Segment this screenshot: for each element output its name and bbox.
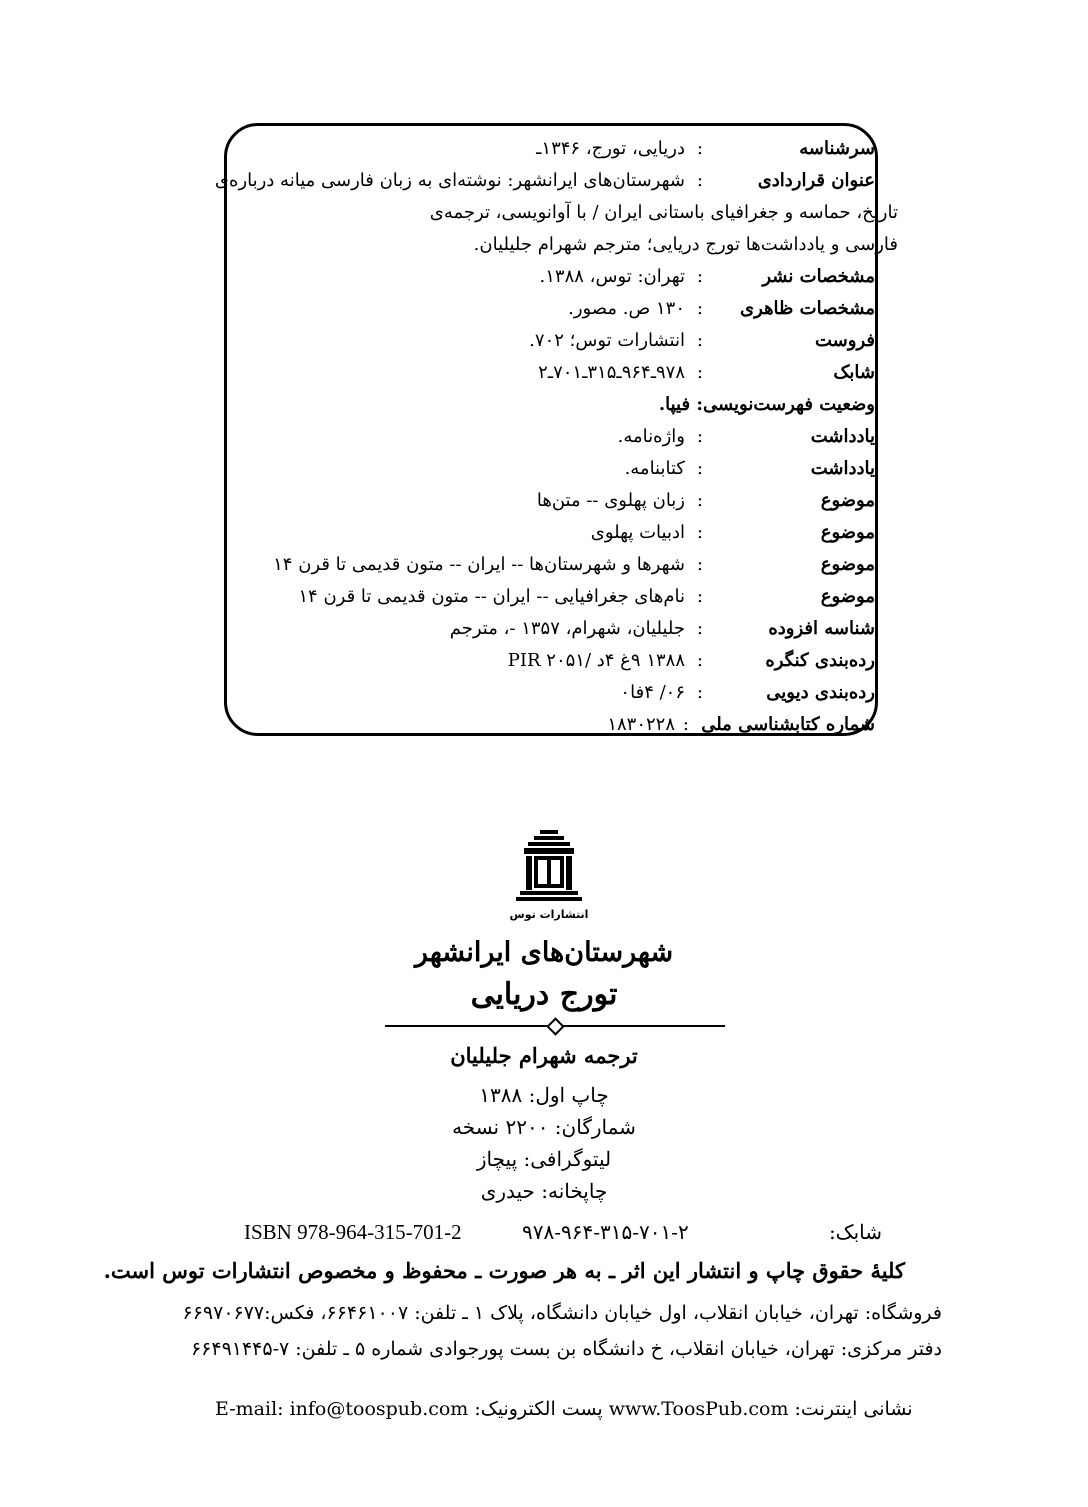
book-title: شهرستان‌های ایرانشهر <box>414 937 674 968</box>
cip-value: ۱۳۸۸ ۹غ ۴د /۲۰۵۱ PIR <box>507 650 685 671</box>
cip-value: شهرستان‌های ایرانشهر: نوشته‌ای به زبان فارسی میانه درباره‌ی <box>214 170 685 191</box>
translator: ترجمه شهرام جلیلیان <box>450 1043 638 1068</box>
cip-label: مشخصات نشر <box>762 266 875 287</box>
cip-row <box>235 581 875 613</box>
cip-value: ۰۶/ ۴فا۰ <box>620 682 685 703</box>
website-email: نشانی اینترنت: www.ToosPub.com پست الکترونیک: E-mail: info@toospub.com <box>215 1398 913 1420</box>
cip-value: واژه‌نامه. <box>617 426 685 447</box>
cip-separator: : <box>696 522 703 543</box>
cip-row <box>235 133 875 165</box>
cip-value: انتشارات توس؛ ۷۰۲. <box>529 330 685 351</box>
cip-row <box>235 677 875 709</box>
cip-label: رده‌بندی کنگره <box>765 650 875 671</box>
cip-label: شابک <box>833 362 875 383</box>
cip-row <box>214 165 875 197</box>
cip-value: دریایی، تورج، ۱۳۴۶ـ <box>536 138 685 159</box>
lithography: لیتوگرافی: پیچاز <box>476 1147 612 1171</box>
cip-value: ۱۳۰ ص. مصور. <box>568 298 685 319</box>
cip-row <box>235 549 875 581</box>
cip-label: عنوان قراردادی <box>757 170 875 191</box>
cip-label: یادداشت <box>810 458 875 479</box>
cip-row <box>235 645 875 677</box>
cip-value: ۹۷۸ـ۹۶۴ـ۳۱۵ـ۷۰۱ـ۲ <box>538 362 685 383</box>
cip-label: رده‌بندی دیویی <box>766 682 875 703</box>
printing-house: چاپخانه: حیدری <box>480 1179 608 1203</box>
cip-separator: : <box>696 266 703 287</box>
cip-label: شناسه افزوده <box>768 618 875 639</box>
cip-label: مشخصات ظاهری <box>740 298 875 319</box>
cip-label: شماره کتابشناسی ملی <box>701 714 875 735</box>
cip-separator: : <box>696 650 703 671</box>
cip-label: موضوع <box>820 490 875 511</box>
cip-row <box>235 517 875 549</box>
title-continuation-2: فارسی و یادداشت‌ها تورج دریایی؛ مترجم شهرام جلیلیان. <box>473 234 898 255</box>
cip-label: موضوع <box>820 586 875 607</box>
cip-separator: : <box>696 490 703 511</box>
cip-row <box>235 421 875 453</box>
edition: چاپ اول: ۱۳۸۸ <box>479 1083 609 1107</box>
isbn-en: ISBN 978-964-315-701-2 <box>244 1220 462 1244</box>
cip-separator: : <box>696 298 703 319</box>
cip-value: ۱۸۳۰۲۲۸ <box>607 714 675 735</box>
cip-label: یادداشت <box>810 426 875 447</box>
office-address: دفتر مرکزی: تهران، خیابان انقلاب، خ دانشگاه بن بست پورجوادی شماره ۵ ـ تلفن: ۷-۶۶۴۹۱۴۴۵ <box>190 1338 942 1360</box>
cip-separator: : <box>696 138 703 159</box>
cip-separator: : <box>696 170 703 191</box>
cip-row <box>235 357 875 389</box>
isbn-fa: ۹۷۸-۹۶۴-۳۱۵-۷۰۱-۲ <box>522 1220 689 1244</box>
cip-label: فروست <box>815 330 875 351</box>
cip-row <box>235 261 875 293</box>
cip-separator: : <box>696 426 703 447</box>
cip-separator: : <box>696 458 703 479</box>
store-address: فروشگاه: تهران، خیابان انقلاب، اول خیابان دانشگاه، پلاک ۱ ـ تلفن: ۶۶۴۶۱۰۰۷، فکس:۶۶۹۷۰۶۷۷ <box>182 1302 942 1324</box>
cip-separator: : <box>682 714 689 735</box>
book-author: تورج دریایی <box>470 977 618 1012</box>
cip-value: شهرها و شهرستان‌ها -- ایران -- متون قدیمی تا قرن ۱۴ <box>273 554 685 575</box>
publisher-logo <box>510 828 588 924</box>
cip-separator: : <box>696 618 703 639</box>
cip-separator: : <box>696 330 703 351</box>
cip-row <box>235 453 875 485</box>
publisher-logo-text: انتشارات توس <box>510 908 588 921</box>
cip-label: سرشناسه <box>799 138 875 159</box>
cip-value: تهران: توس، ۱۳۸۸. <box>539 266 685 287</box>
print-run: شمارگان: ۲۲۰۰ نسخه <box>452 1115 636 1139</box>
cip-label: موضوع <box>820 522 875 543</box>
cip-value: نام‌های جغرافیایی -- ایران -- متون قدیمی تا قرن ۱۴ <box>298 586 685 607</box>
title-continuation-1: تاریخ، حماسه و جغرافیای باستانی ایران / با آوانویسی، ترجمه‌ی <box>429 202 898 223</box>
cip-row <box>235 613 875 645</box>
cip-separator: : <box>696 554 703 575</box>
cip-value: ادبیات پهلوی <box>590 522 685 543</box>
cip-row <box>235 709 875 741</box>
copyright-notice: کلیهٔ حقوق چاپ و انتشار این اثر ـ به هر صورت ـ محفوظ و مخصوص انتشارات توس است. <box>103 1258 905 1283</box>
cip-row <box>235 485 875 517</box>
cip-separator: : <box>696 586 703 607</box>
divider-diamond <box>546 1017 564 1035</box>
cip-separator: : <box>696 362 703 383</box>
cip-value: کتابنامه. <box>624 458 685 479</box>
cip-row <box>235 325 875 357</box>
cip-value: جلیلیان، شهرام، ۱۳۵۷ -، مترجم <box>449 618 685 639</box>
cip-row <box>235 293 875 325</box>
cip-separator: : <box>696 682 703 703</box>
isbn-label: شابک: <box>828 1220 882 1244</box>
cip-label: موضوع <box>820 554 875 575</box>
cip-value: زبان پهلوی -- متن‌ها <box>536 490 685 511</box>
catalog-status: وضعیت فهرست‌نویسی: فیپا. <box>658 394 875 415</box>
